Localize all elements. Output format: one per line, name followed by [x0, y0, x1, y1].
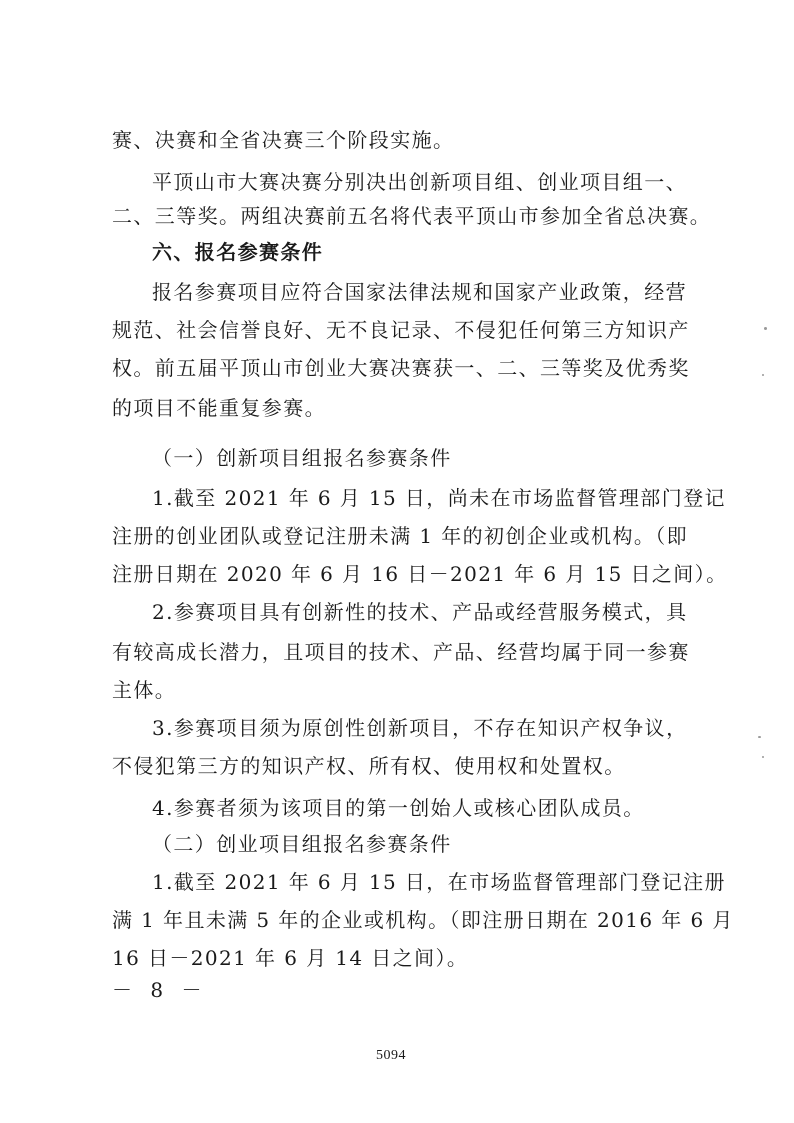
text-line: 赛、决赛和全省决赛三个阶段实施。 — [112, 128, 455, 152]
text-line: 注册日期在 2020 年 6 月 16 日－2021 年 6 月 15 日之间）。 — [112, 562, 728, 586]
text-line: 1.截至 2021 年 6 月 15 日，在市场监督管理部门登记注册 — [152, 870, 726, 894]
text-line: 2.参赛项目具有创新性的技术、产品或经营服务模式，具 — [152, 600, 688, 624]
text-line: 平顶山市大赛决赛分别决出创新项目组、创业项目组一、 — [152, 170, 687, 194]
text-line: 3.参赛项目须为原创性创新项目，不存在知识产权争议， — [152, 716, 688, 740]
archive-number: 5094 — [376, 1048, 406, 1063]
text-line: 16 日－2021 年 6 月 14 日之间）。 — [112, 946, 469, 970]
text-line: 1.截至 2021 年 6 月 15 日，尚未在市场监督管理部门登记 — [152, 486, 726, 510]
scan-speck — [758, 736, 761, 738]
text-line: 有较高成长潜力，且项目的技术、产品、经营均属于同一参赛 — [112, 640, 690, 664]
text-line: 主体。 — [112, 678, 177, 702]
text-line: 二、三等奖。两组决赛前五名将代表平顶山市参加全省总决赛。 — [112, 204, 712, 228]
scan-speck — [764, 327, 767, 330]
section-heading: 六、报名参赛条件 — [152, 240, 324, 264]
text-line: 4.参赛者须为该项目的第一创始人或核心团队成员。 — [152, 796, 645, 820]
text-line: 报名参赛项目应符合国家法律法规和国家产业政策，经营 — [152, 280, 687, 304]
page-number: － 8 － — [112, 978, 208, 1002]
text-line: 权。前五届平顶山市创业大赛决赛获一、二、三等奖及优秀奖 — [112, 356, 690, 380]
text-line: 不侵犯第三方的知识产权、所有权、使用权和处置权。 — [112, 754, 626, 778]
text-line: 满 1 年且未满 5 年的企业或机构。（即注册日期在 2016 年 6 月 — [112, 908, 734, 932]
scan-speck — [762, 374, 764, 376]
text-line: 注册的创业团队或登记注册未满 1 年的初创企业或机构。（即 — [112, 524, 689, 548]
subsection-heading: （一）创新项目组报名参赛条件 — [152, 446, 452, 470]
scan-speck — [762, 756, 764, 758]
subsection-heading: （二）创业项目组报名参赛条件 — [152, 832, 452, 856]
text-line: 的项目不能重复参赛。 — [112, 396, 326, 420]
text-line: 规范、社会信誉良好、无不良记录、不侵犯任何第三方知识产 — [112, 318, 690, 342]
